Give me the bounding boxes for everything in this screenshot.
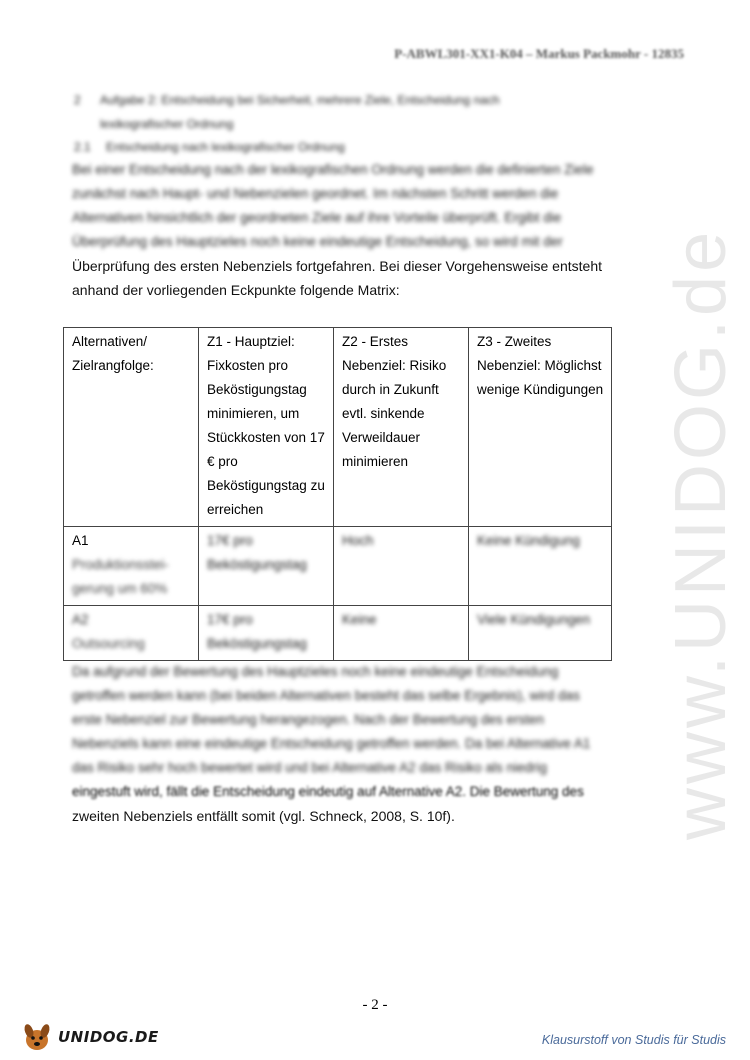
matrix-cell-z3: Keine Kündigung (469, 527, 612, 606)
matrix-cell-z1: 17€ pro Beköstigungstag (199, 527, 334, 606)
matrix-header-cell: Alternativen/ Zielrangfolge: (64, 328, 199, 527)
conclusion-line: getroffen werden kann (bei beiden Alternativen besteht das selbe Ergebnis), wird das (72, 688, 580, 703)
conclusion-line: Nebenziels kann eine eindeutige Entscheidung getroffen werden. Da bei Alternative A1 (72, 736, 591, 751)
page-number: - 2 - (362, 997, 388, 1013)
row-label-sub: Outsourcing (72, 636, 145, 651)
matrix-row-a1 (64, 527, 612, 606)
matrix-header-cell: Z3 - Zweites Nebenziel: Möglichst wenige Kündigungen (469, 328, 612, 527)
intro-line: Alternativen hinsichtlich der geordneten Ziele auf ihre Vorteile überprüft. Ergibt die (72, 210, 562, 225)
matrix-row-a2 (64, 606, 612, 661)
section-2-1-number: 2.1 (74, 140, 91, 154)
conclusion-line: das Risiko sehr hoch bewertet wird und bei Alternative A2 das Risiko als niedrig (72, 760, 547, 775)
intro-line: zunächst nach Haupt- und Nebenzielen geordnet. Im nächsten Schritt werden die (72, 186, 559, 201)
conclusion-line: eingestuft wird, fällt die Entscheidung eindeutig auf Alternative A2. Die Bewertung des (72, 784, 584, 799)
dog-icon (20, 1020, 54, 1054)
conclusion-line: zweiten Nebenziels entfällt somit (vgl. Schneck, 2008, S. 10f). (72, 808, 455, 824)
intro-line: anhand der vorliegenden Eckpunkte folgende Matrix: (72, 282, 400, 298)
row-label-main: A1 (72, 533, 89, 548)
logo-text: UNIDOG.DE (58, 1028, 159, 1046)
matrix-cell-z3: Viele Kündigungen (469, 606, 612, 661)
decision-matrix (63, 327, 612, 661)
matrix-header-cell: Z1 - Hauptziel: Fixkosten pro Beköstigungstag minimieren, um Stückkosten von 17 € pro Beköstigungstag zu erreichen (199, 328, 334, 527)
matrix-cell-z2: Hoch (334, 527, 469, 606)
section-2-number: 2 (74, 93, 81, 107)
matrix-cell-z2: Keine (334, 606, 469, 661)
row-label-main: A2 (72, 612, 89, 627)
section-2-title-line2: lexikografischer Ordnung (100, 117, 234, 131)
page-header: P-ABWL301-XX1-K04 – Markus Packmohr - 12835 (394, 46, 684, 61)
matrix-cell-z1: 17€ pro Beköstigungstag (199, 606, 334, 661)
matrix-row-label (64, 527, 199, 606)
watermark-text: www.UNIDOG.de (661, 227, 741, 840)
matrix-header-row (64, 328, 612, 527)
conclusion-line: Da aufgrund der Bewertung des Hauptzieles noch keine eindeutige Entscheidung (72, 664, 559, 679)
intro-line: Überprüfung des ersten Nebenziels fortgefahren. Bei dieser Vorgehensweise entsteht (72, 258, 602, 274)
conclusion-line: erste Nebenziel zur Bewertung herangezogen. Nach der Bewertung des ersten (72, 712, 545, 727)
matrix-header-cell: Z2 - Erstes Nebenziel: Risiko durch in Zukunft evtl. sinkende Verweildauer minimieren (334, 328, 469, 527)
matrix-row-label (64, 606, 199, 661)
row-label-sub: Produktionsstei-gerung um 60% (72, 557, 169, 596)
intro-line: Bei einer Entscheidung nach der lexikografischen Ordnung werden die definierten Ziele (72, 162, 594, 177)
section-2-title-line1: Aufgabe 2: Entscheidung bei Sicherheit, mehrere Ziele, Entscheidung nach (100, 93, 500, 107)
section-2-1-title: Entscheidung nach lexikografischer Ordnung (106, 140, 345, 154)
intro-line: Überprüfung des Hauptzieles noch keine eindeutige Entscheidung, so wird mit der (72, 234, 563, 249)
unidog-logo[interactable] (20, 1020, 159, 1054)
footer-tagline: Klausurstoff von Studis für Studis (541, 1033, 726, 1047)
